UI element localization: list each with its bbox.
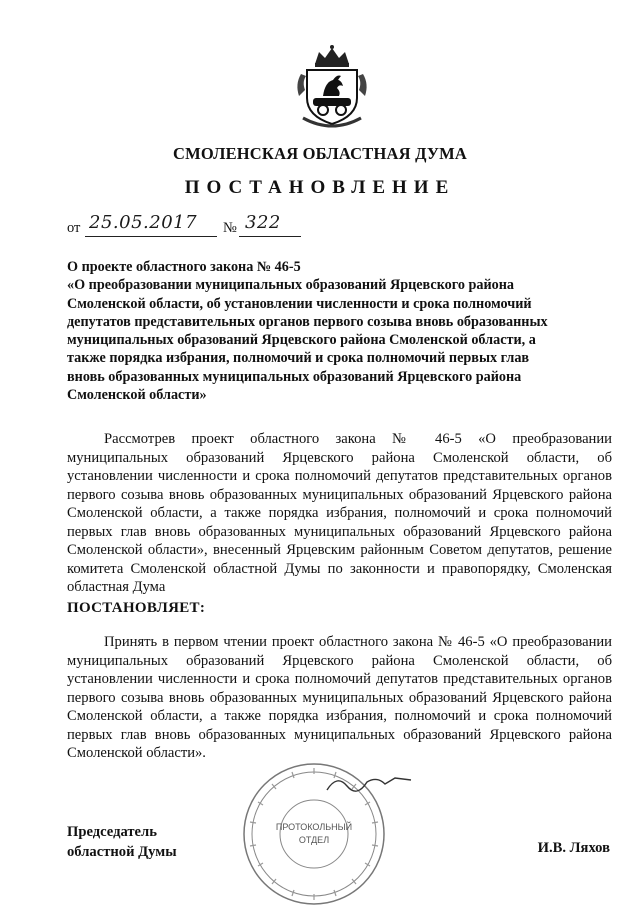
title-line-1: О проекте областного закона № 46-5 [67, 259, 301, 275]
document-title [67, 258, 567, 404]
organization-name: СМОЛЕНСКАЯ ОБЛАСТНАЯ ДУМА [172, 144, 468, 163]
number-label: № [223, 220, 237, 236]
stamp-line-2: ОТДЕЛ [298, 835, 330, 845]
number-handwritten: 322 [245, 212, 281, 233]
signatory-position [67, 822, 177, 862]
coat-of-arms-icon [293, 44, 371, 128]
stamp-line-1: ПРОТОКОЛЬНЫЙ [275, 822, 353, 832]
preamble-paragraph: Рассмотрев проект областного закона № 46-5 «О преобразовании муниципальных образований Ярцевского района Смоленской области, об установлении численности и срока полномочий депутатов представительных органов первого созыва вновь образованных муниципальных образований Ярцевского района Смоленской области, а также порядка избрания, полномочий и срока полномочий первых глав вновь образованных муниципальных образований Ярцевского района Смоленской области», внесенный Ярцевским районным Советом депутатов, решение комитета Смоленской областной Думы по законности и правопорядку, Смоленская областная Дума [67, 431, 612, 595]
date-handwritten: 25.05.2017 [89, 212, 198, 233]
title-text: «О преобразовании муниципальных образований Ярцевского района Смоленской области, об установлении численности и срока полномочий депутатов представительных органов первого созыва вновь образованных муниципальных образований Ярцевского района Смоленской области, а также порядка избрания, полномочий и срока полномочий первых глав вновь образованных муниципальных образований Ярцевского района Смоленской области» [67, 277, 548, 404]
signature-scribble [325, 768, 415, 798]
position-line-1: Председатель [67, 824, 157, 840]
resolves-heading: ПОСТАНОВЛЯЕТ: [67, 600, 206, 616]
position-line-2: областной Думы [67, 844, 177, 860]
document-meta [67, 212, 327, 238]
date-label: от [67, 220, 81, 236]
document-type: ПОСТАНОВЛЕНИЕ [184, 177, 456, 198]
signatory-name: И.В. Ляхов [537, 840, 610, 856]
resolution-paragraph: Принять в первом чтении проект областного закона № 46-5 «О преобразовании муниципальных образований Ярцевского района Смоленской области, об установлении численности и срока полномочий депутатов представительных органов первого созыва вновь образованных муниципальных образований Ярцевского района Смоленской области, а также порядка избрания, полномочий и срока полномочий первых глав вновь образованных муниципальных образований Ярцевского района Смоленской области». [67, 634, 612, 761]
